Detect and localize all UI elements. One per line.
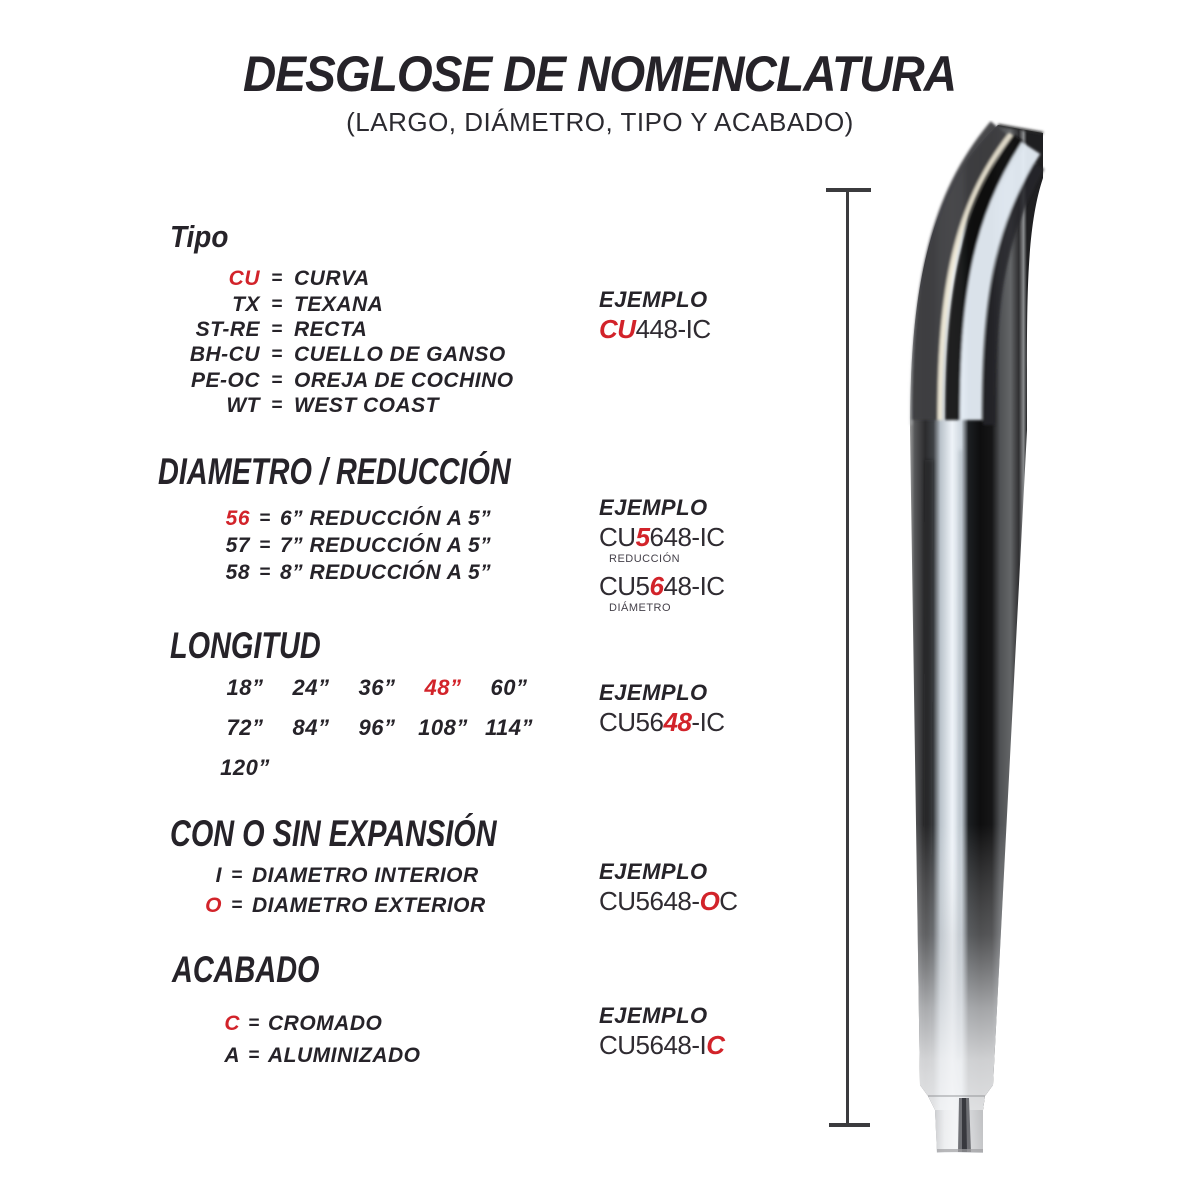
- chrome-curved-exhaust-stack-image: [820, 120, 1200, 1200]
- size-48-highlighted: 48”: [424, 675, 462, 700]
- definition-text: DIAMETRO EXTERIOR: [252, 893, 486, 917]
- section-title-expansion: CON O SIN EXPANSIÓN: [170, 813, 497, 854]
- definition-row: [140, 1007, 420, 1040]
- definition-row: [150, 532, 491, 559]
- equals-sign: =: [259, 508, 271, 529]
- equals-sign: =: [271, 344, 283, 366]
- code-part: CU5: [599, 571, 650, 601]
- code-58: 58: [225, 561, 250, 584]
- code-highlight: O: [699, 886, 720, 916]
- section-title-tipo: Tipo: [170, 219, 229, 254]
- size-60: 60”: [490, 675, 528, 700]
- definition-text: DIAMETRO INTERIOR: [252, 864, 479, 888]
- code-highlight: CU: [599, 314, 636, 344]
- code-cu: CU: [228, 267, 260, 291]
- code-part: CU56: [599, 707, 664, 737]
- code-sub-label: DIÁMETRO: [609, 602, 672, 614]
- size-120: 120”: [220, 755, 270, 780]
- example-code: [599, 522, 725, 552]
- size-18: 18”: [226, 675, 264, 700]
- equals-sign: =: [271, 293, 283, 315]
- equals-sign: =: [248, 1012, 260, 1034]
- equals-sign: =: [259, 562, 271, 583]
- definition-text: CROMADO: [268, 1011, 383, 1035]
- definition-row: [150, 505, 491, 532]
- equals-sign: =: [271, 395, 283, 417]
- size-108: 108”: [418, 715, 468, 740]
- equals-sign: =: [248, 1045, 260, 1067]
- ejemplo-label: EJEMPLO: [599, 859, 708, 884]
- example-block-diametro: [599, 496, 725, 620]
- definition-text: TEXANA: [294, 292, 384, 316]
- equals-sign: =: [259, 535, 271, 556]
- code-o: O: [205, 893, 222, 917]
- ejemplo-label: EJEMPLO: [599, 1003, 708, 1028]
- definition-row: [150, 291, 514, 316]
- code-tx: TX: [232, 292, 260, 316]
- ejemplo-label: EJEMPLO: [599, 680, 708, 705]
- code-a: A: [224, 1044, 240, 1068]
- size-24: 24”: [292, 675, 330, 700]
- definition-text: WEST COAST: [294, 394, 439, 418]
- example-block-longitud: [599, 681, 725, 737]
- diametro-definition-list: [150, 505, 491, 586]
- definition-row: [130, 891, 486, 921]
- equals-sign: =: [271, 268, 283, 290]
- example-code: [599, 1030, 725, 1060]
- code-highlight: 48: [663, 707, 692, 737]
- definition-text: 8” REDUCCIÓN A 5”: [280, 561, 492, 584]
- code-i: I: [215, 864, 222, 888]
- example-code: [599, 707, 725, 737]
- definition-row: [150, 393, 514, 418]
- definition-row: [130, 861, 486, 891]
- definition-row: [150, 368, 514, 393]
- size-72: 72”: [226, 715, 264, 740]
- definition-row: [150, 559, 491, 586]
- code-part: -IC: [691, 707, 725, 737]
- code-bh-cu: BH-CU: [189, 343, 260, 367]
- code-st-re: ST-RE: [195, 317, 260, 341]
- size-114: 114”: [484, 715, 534, 740]
- definition-text: ALUMINIZADO: [268, 1044, 421, 1068]
- size-96: 96”: [358, 715, 396, 740]
- definition-row: [150, 317, 514, 342]
- definition-text: 6” REDUCCIÓN A 5”: [280, 507, 492, 530]
- definition-text: OREJA DE COCHINO: [294, 368, 514, 392]
- definition-text: RECTA: [294, 317, 368, 341]
- code-part: CU: [599, 522, 636, 552]
- code-sub-label: REDUCCIÓN: [609, 553, 681, 565]
- code-rest: 448-IC: [635, 314, 711, 344]
- code-wt: WT: [226, 394, 260, 418]
- code-part: 48-IC: [663, 571, 725, 601]
- section-title-acabado: ACABADO: [172, 949, 320, 990]
- equals-sign: =: [271, 318, 283, 340]
- code-pe-oc: PE-OC: [190, 368, 260, 392]
- longitud-size-grid: [212, 676, 542, 780]
- code-part: CU5648-I: [599, 1030, 707, 1060]
- code-part: CU5648-: [599, 886, 700, 916]
- code-highlight: C: [706, 1030, 725, 1060]
- acabado-definition-list: [140, 1007, 420, 1072]
- example-code: [599, 886, 738, 916]
- example-block-tipo: [599, 288, 711, 344]
- code-c: C: [224, 1011, 240, 1035]
- equals-sign: =: [231, 894, 243, 916]
- definition-row: [150, 342, 514, 367]
- expansion-definition-list: [130, 861, 486, 920]
- size-84: 84”: [292, 715, 330, 740]
- code-part: C: [719, 886, 738, 916]
- definition-row: [150, 266, 514, 291]
- page-subtitle: (LARGO, DIÁMETRO, TIPO Y ACABADO): [346, 107, 854, 137]
- size-36: 36”: [358, 675, 396, 700]
- example-code: [599, 571, 725, 601]
- tipo-definition-list: [150, 266, 514, 418]
- definition-text: CUELLO DE GANSO: [294, 343, 506, 367]
- definition-row: [140, 1040, 420, 1073]
- ejemplo-label: EJEMPLO: [599, 495, 708, 520]
- definition-text: 7” REDUCCIÓN A 5”: [280, 534, 492, 557]
- ejemplo-label: EJEMPLO: [599, 287, 708, 312]
- example-code: [599, 314, 711, 344]
- section-title-longitud: LONGITUD: [170, 625, 321, 666]
- page-title: DESGLOSE DE NOMENCLATURA: [243, 46, 957, 102]
- equals-sign: =: [231, 865, 243, 887]
- code-part: 648-IC: [649, 522, 725, 552]
- code-56: 56: [225, 507, 250, 530]
- code-highlight: 5: [635, 522, 650, 552]
- example-block-expansion: [599, 860, 738, 916]
- section-title-diametro: DIAMETRO / REDUCCIÓN: [158, 451, 511, 492]
- code-highlight: 6: [649, 571, 664, 601]
- example-block-acabado: [599, 1004, 725, 1060]
- equals-sign: =: [271, 369, 283, 391]
- code-57: 57: [225, 534, 250, 557]
- definition-text: CURVA: [294, 267, 370, 291]
